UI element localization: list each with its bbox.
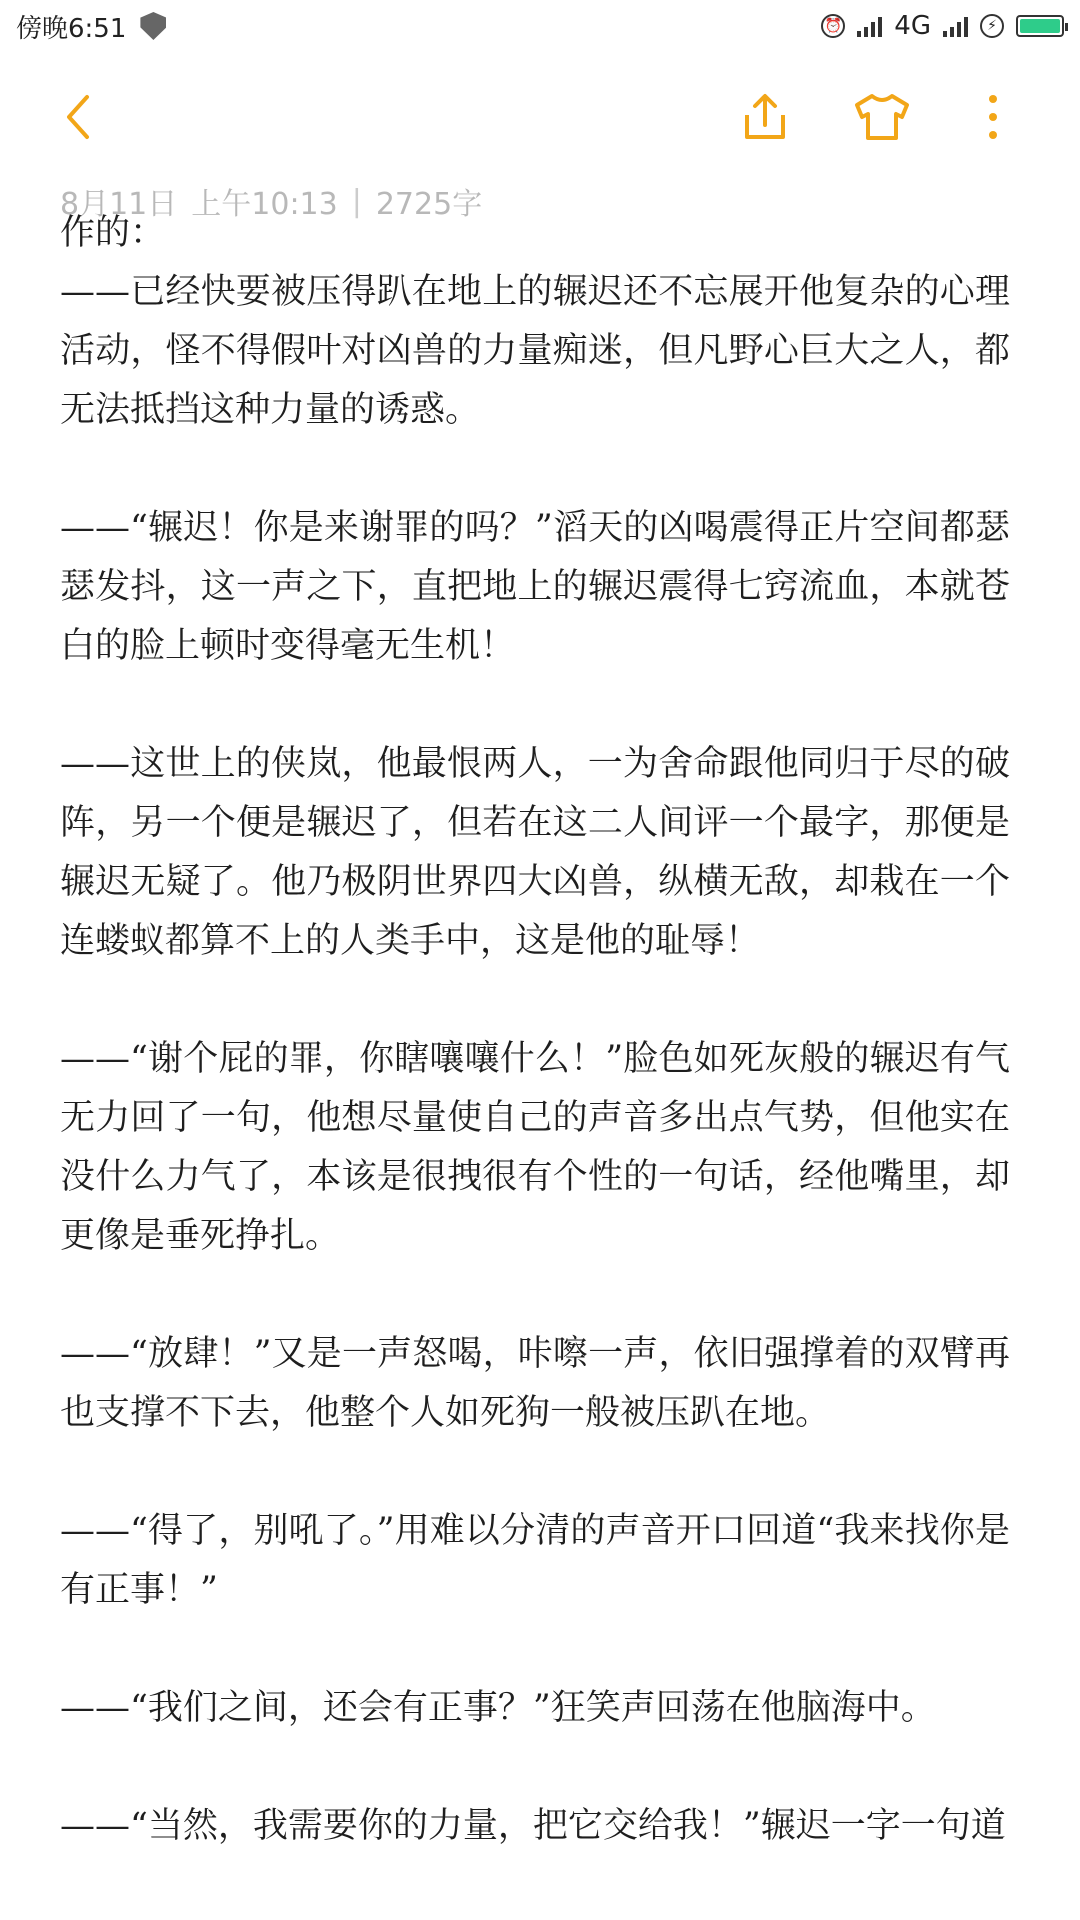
- share-icon: [739, 91, 791, 143]
- network-type: 4G: [894, 11, 931, 41]
- signal-icon: [857, 15, 882, 37]
- back-button[interactable]: [44, 72, 114, 162]
- meta-divider: |: [351, 183, 362, 219]
- note-toolbar: [0, 72, 1080, 162]
- shield-icon: [140, 12, 166, 40]
- share-button[interactable]: [730, 72, 800, 162]
- paragraph: ——“辗迟！你是来谢罪的吗？”滔天的凶喝震得正片空间都瑟瑟发抖，这一声之下，直把地上的辗迟震得七窍流血，本就苍白的脸上顿时变得毫无生机！: [60, 508, 1010, 666]
- more-button[interactable]: [968, 72, 1018, 162]
- status-bar: [0, 0, 1080, 52]
- alarm-icon: ⏰: [821, 14, 845, 38]
- paragraph: ——“得了，别吼了。”用难以分清的声音开口回道“我来找你是有正事！”: [60, 1511, 1010, 1610]
- battery-icon: [1016, 15, 1064, 37]
- paragraph: ——“当然，我需要你的力量，把它交给我！”辗迟一字一句道: [60, 1806, 1006, 1846]
- tshirt-icon: [852, 91, 912, 143]
- status-time: 傍晚6:51: [16, 13, 127, 44]
- chevron-left-icon: [59, 91, 99, 143]
- signal-icon-2: [943, 15, 968, 37]
- paragraph: ——已经快要被压得趴在地上的辗迟还不忘展开他复杂的心理活动，怪不得假叶对凶兽的力量痴迷，但凡野心巨大之人，都无法抵挡这种力量的诱惑。: [60, 272, 1010, 430]
- paragraph: ——“我们之间，还会有正事？”狂笑声回荡在他脑海中。: [60, 1688, 936, 1728]
- paragraph: ——这世上的侠岚，他最恨两人，一为舍命跟他同归于尽的破阵，另一个便是辗迟了，但若在这二人间评一个最字，那便是辗迟无疑了。他乃极阴世界四大凶兽，纵横无敌，却栽在一个连蝼蚁都算不上的人类手中，这是他的耻辱！: [60, 744, 1010, 961]
- paragraph: ——“放肆！”又是一声怒喝，咔嚓一声，依旧强撑着的双臂再也支撑不下去，他整个人如死狗一般被压趴在地。: [60, 1334, 1010, 1433]
- note-body[interactable]: [60, 213, 1010, 1920]
- note-date: 8月11日: [60, 187, 178, 222]
- more-vert-icon: [987, 91, 999, 143]
- paragraph: ——“谢个屁的罪，你瞎嚷嚷什么！”脸色如死灰般的辗迟有气无力回了一句，他想尽量使自己的声音多出点气势，但他实在没什么力气了，本该是很拽很有个性的一句话，经他嘴里，却更像是垂死挣扎。: [60, 1039, 1010, 1256]
- clipped-text-line: 作的：: [60, 213, 166, 253]
- note-time: 上午10:13: [191, 187, 338, 222]
- theme-button[interactable]: [842, 72, 922, 162]
- word-count: 2725字: [375, 187, 483, 222]
- status-left: [16, 8, 166, 45]
- charging-icon: ⚡: [980, 14, 1004, 38]
- status-right: [821, 11, 1064, 41]
